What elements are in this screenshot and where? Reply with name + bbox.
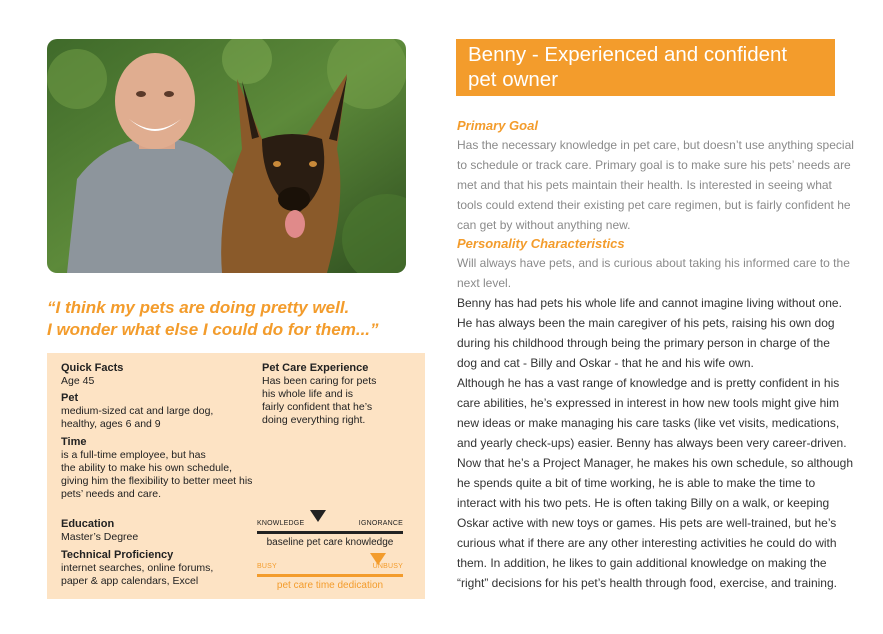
pet-section bbox=[61, 392, 251, 431]
quick-facts-heading: Quick Facts bbox=[61, 362, 124, 374]
persona-quote bbox=[47, 297, 427, 341]
knowledge-scale-label: baseline pet care knowledge bbox=[266, 537, 394, 548]
text-line: to schedule or track care. Primary goal is to make sure his pets’ needs are bbox=[457, 158, 851, 172]
knowledge-scale-bar bbox=[257, 531, 403, 534]
knowledge-scale-left: KNOWLEDGE bbox=[257, 520, 305, 527]
pet-line: medium-sized cat and large dog, bbox=[61, 405, 214, 417]
knowledge-scale bbox=[257, 517, 403, 549]
quote-line-1: “I think my pets are doing pretty well. bbox=[47, 298, 350, 317]
text-line: he spends quite a bit of time working, he is able to make the time to bbox=[457, 476, 816, 490]
text-line: met and that his pets maintain their health. Is interested in seeing what bbox=[457, 178, 832, 192]
experience-line: his whole life and is bbox=[262, 388, 354, 400]
knowledge-marker bbox=[310, 510, 326, 522]
pet-care-experience-heading: Pet Care Experience bbox=[262, 362, 369, 374]
experience-line: fairly confident that he’s bbox=[262, 401, 373, 413]
text-line: tools could extend their existing pet care regimen, but is fairly confident he bbox=[457, 198, 851, 212]
pet-line: healthy, ages 6 and 9 bbox=[61, 418, 161, 430]
personality-text bbox=[457, 253, 857, 293]
time-scale-right: UNBUSY bbox=[372, 563, 403, 570]
text-line: curious what if there are any other interesting activities he could do with bbox=[457, 536, 837, 550]
tech-line: internet searches, online forums, bbox=[61, 562, 214, 574]
text-line: and yearly check-ups) easier. Benny has always been very career-driven. bbox=[457, 436, 847, 450]
primary-goal-heading: Primary Goal bbox=[457, 118, 538, 133]
man-with-dog-image bbox=[47, 39, 406, 273]
text-line: new ideas or make managing his care tasks (like vet visits, medications, bbox=[457, 416, 840, 430]
text-line: Benny has had pets his whole life and cannot imagine living without one. bbox=[457, 296, 842, 310]
quote-line-2: I wonder what else I could do for them...” bbox=[47, 320, 379, 339]
experience-line: doing everything right. bbox=[262, 414, 366, 426]
time-scale-left: BUSY bbox=[257, 563, 277, 570]
age-value: Age 45 bbox=[61, 375, 95, 387]
technical-proficiency-section bbox=[61, 549, 251, 588]
text-line: care abilities, he’s expressed in interest in how new tools might give him bbox=[457, 396, 839, 410]
time-scale-label: pet care time dedication bbox=[276, 580, 384, 591]
text-line: during his childhood through being the primary person in charge of the bbox=[457, 336, 830, 350]
education-heading: Education bbox=[61, 518, 115, 530]
time-scale-bar bbox=[257, 574, 403, 577]
time-line: giving him the flexibility to better meet his bbox=[61, 475, 253, 487]
education-section bbox=[61, 518, 241, 544]
personality-heading: Personality Characteristics bbox=[457, 236, 625, 251]
tech-line: paper & app calendars, Excel bbox=[61, 575, 199, 587]
time-dedication-scale bbox=[257, 560, 403, 592]
time-line: pets’ needs and care. bbox=[61, 488, 162, 500]
text-line: Oskar active with new toys or games. His pets are well-trained, but he’s bbox=[457, 516, 837, 530]
technical-proficiency-heading: Technical Proficiency bbox=[61, 549, 174, 561]
persona-title bbox=[456, 39, 835, 96]
knowledge-scale-right: IGNORANCE bbox=[358, 520, 403, 527]
text-line: Will always have pets, and is curious about taking his informed care to the bbox=[457, 256, 850, 270]
pet-heading: Pet bbox=[61, 392, 79, 404]
text-line: dog and cat - Billy and Oskar - that he and his wife own. bbox=[457, 356, 754, 370]
text-line: Has the necessary knowledge in pet care, but doesn’t use anything special bbox=[457, 138, 854, 152]
time-section bbox=[61, 436, 281, 501]
text-line: Now that he’s a Project Manager, he makes his own schedule, so although bbox=[457, 456, 854, 470]
experience-line: Has been caring for pets bbox=[262, 375, 377, 387]
time-line: the ability to make his own schedule, bbox=[61, 462, 233, 474]
persona-description bbox=[457, 117, 857, 593]
primary-goal-text bbox=[457, 135, 857, 235]
time-heading: Time bbox=[61, 436, 87, 448]
education-value: Master’s Degree bbox=[61, 531, 139, 543]
quick-facts-panel bbox=[47, 353, 425, 599]
quick-facts-section bbox=[61, 362, 251, 388]
text-line: “right” decisions for his pet’s health through food, exercise, and training. bbox=[457, 576, 837, 590]
time-line: is a full-time employee, but has bbox=[61, 449, 206, 461]
pet-care-experience-section bbox=[262, 362, 412, 427]
text-line: He has always been the main caregiver of his pets, raising his own dog bbox=[457, 316, 835, 330]
text-line: interact with his two pets. He is often taking Billy on a walk, or keeping bbox=[457, 496, 830, 510]
persona-title-line-2: pet owner bbox=[468, 68, 559, 91]
text-line: next level. bbox=[457, 276, 512, 290]
text-line: can get by without anything new. bbox=[457, 218, 631, 232]
persona-title-line-1: Benny - Experienced and confident bbox=[468, 43, 788, 66]
persona-story-text bbox=[457, 293, 857, 593]
persona-photo bbox=[47, 39, 406, 273]
time-dedication-marker bbox=[370, 553, 386, 565]
text-line: them. In addition, he likes to gain additional knowledge on making the bbox=[457, 556, 827, 570]
text-line: Although he has a vast range of knowledge and is pretty confident in his bbox=[457, 376, 840, 390]
